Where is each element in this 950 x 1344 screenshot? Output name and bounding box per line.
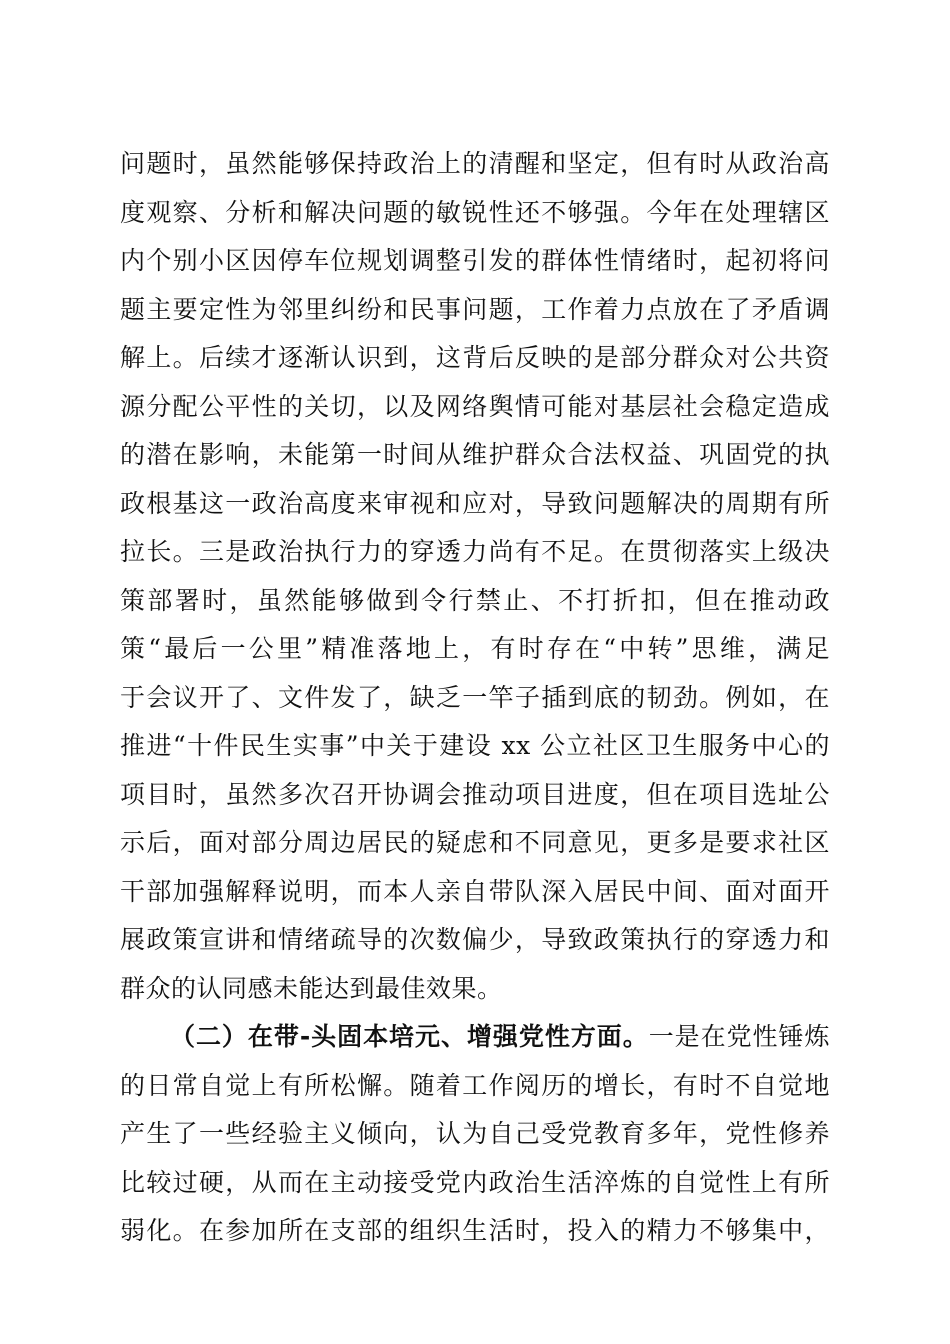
text-line: 干部加强解释说明，而本人亲自带队深入居民中间、面对面开 [120,876,830,906]
text-line: 比较过硬，从而在主动接受党内政治生活淬炼的自觉性上有所 [120,1167,830,1197]
text-line: 于会议开了、文件发了，缺乏一竿子插到底的韧劲。例如，在 [120,682,830,712]
text-line: 内个别小区因停车位规划调整引发的群体性情绪时，起初将问 [120,246,830,275]
text-line: 项目时，虽然多次召开协调会推动项目进度，但在项目选址公 [120,779,830,809]
text-line: 解上。后续才逐渐认识到，这背后反映的是部分群众对公共资 [120,343,830,372]
text-line: 度观察、分析和解决问题的敏锐性还不够强。今年在处理辖区 [120,197,830,227]
text-line: 策部署时，虽然能够做到令行禁止、不打折扣，但在推动政 [120,585,830,615]
text-line: 问题时，虽然能够保持政治上的清醒和坚定，但有时从政治高 [120,149,830,178]
text-line: 策“最后一公里”精准落地上，有时存在“中转”思维，满足 [120,634,830,663]
text-line: 弱化。在参加所在支部的组织生活时，投入的精力不够集中， [120,1216,830,1245]
text-line: 政根基这一政治高度来审视和应对，导致问题解决的周期有所 [120,488,830,518]
text-line: 的日常自觉上有所松懈。随着工作阅历的增长，有时不自觉地 [120,1070,830,1100]
text-fragment: 一是在党性锤炼 [648,1022,830,1051]
section-heading-line [120,1013,830,1062]
text-line: 展政策宣讲和情绪疏导的次数偏少，导致政策执行的穿透力和 [120,925,830,954]
text-line: 拉长。三是政治执行力的穿透力尚有不足。在贯彻落实上级决 [120,537,830,566]
text-line: 群众的认同感未能达到最佳效果。 [120,973,503,1003]
text-line: 源分配公平性的关切，以及网络舆情可能对基层社会稳定造成 [120,391,830,421]
text-line: 示后，面对部分周边居民的疑虑和不同意见，更多是要求社区 [120,828,830,857]
text-line: 的潜在影响，未能第一时间从维护群众合法权益、巩固党的执 [120,440,830,469]
text-line: 推进“十件民生实事”中关于建设 xx 公立社区卫生服务中心的 [120,731,830,760]
text-line: 产生了一些经验主义倾向，认为自己受党教育多年，党性修养 [120,1119,830,1148]
document-body [120,140,830,1256]
section-heading: （二）在带-头固本培元、增强党性方面。 [170,1022,649,1051]
text-line: 题主要定性为邻里纠纷和民事问题，工作着力点放在了矛盾调 [120,294,830,324]
